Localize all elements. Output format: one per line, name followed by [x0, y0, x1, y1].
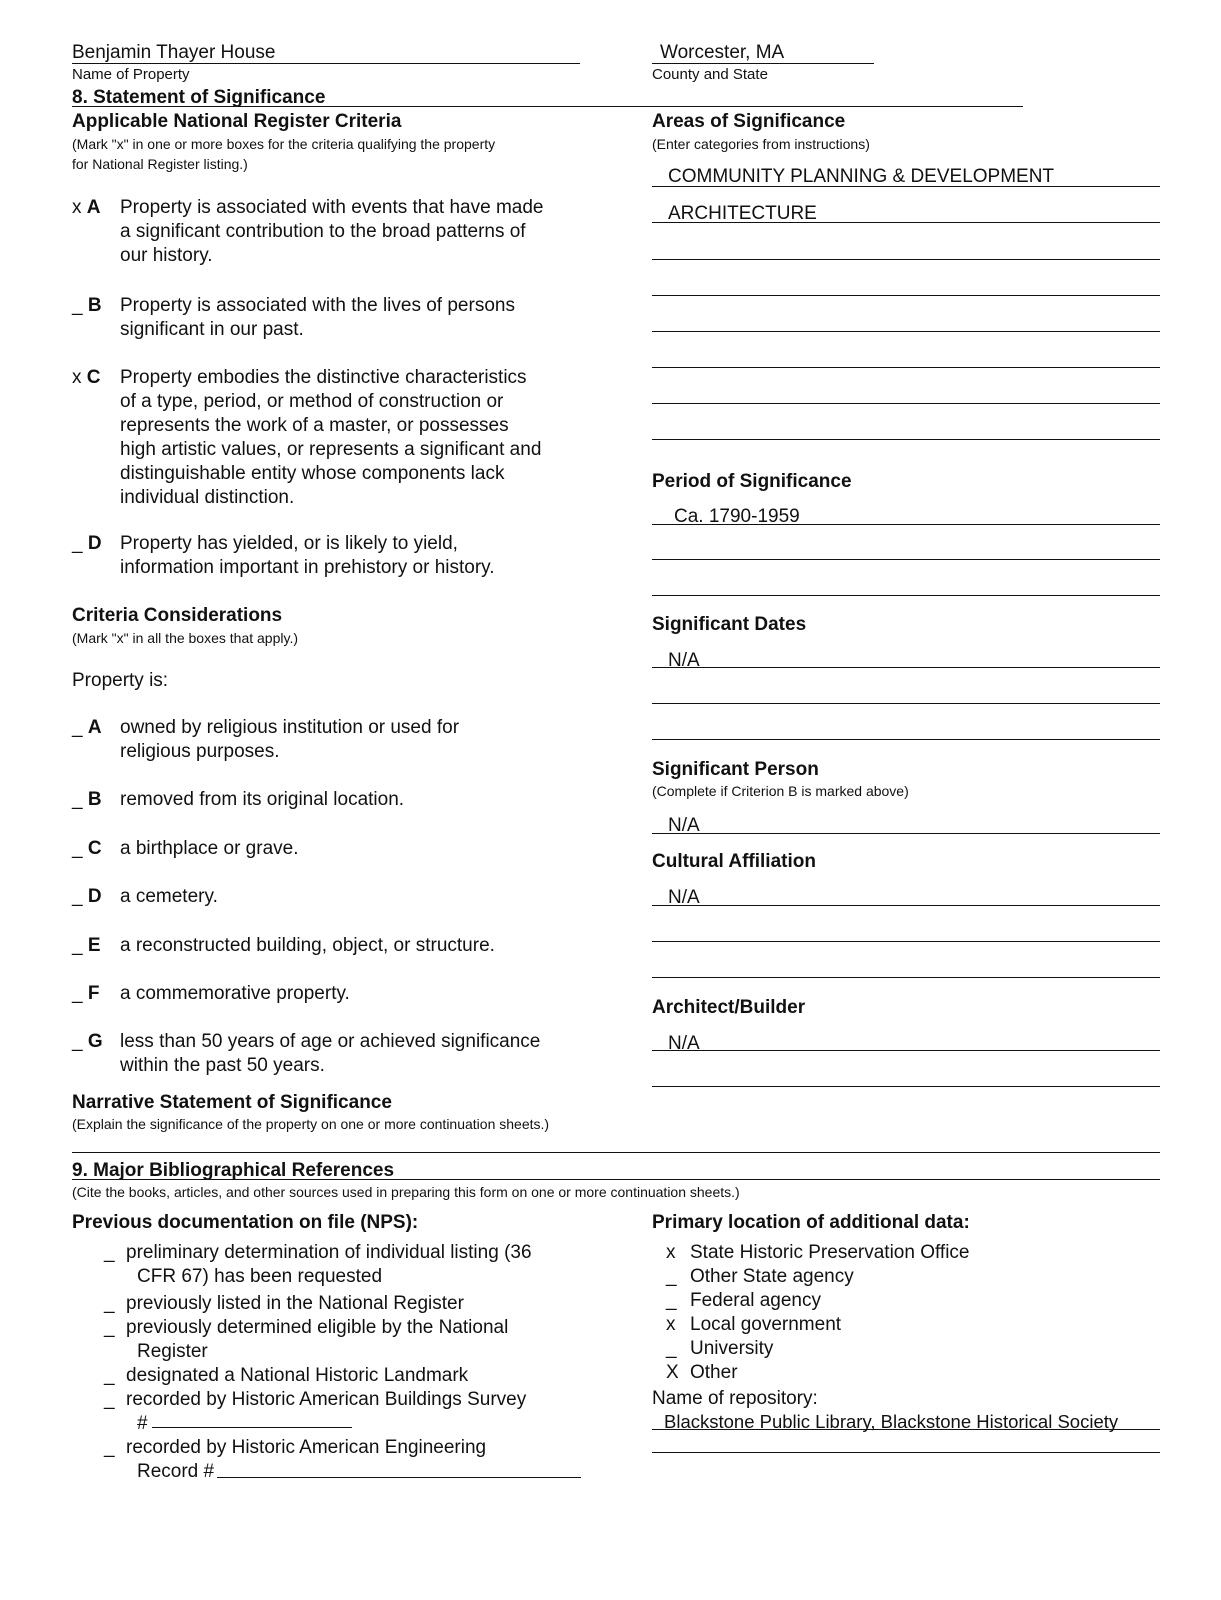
criterion-letter: A — [86, 197, 101, 218]
criterion-text — [120, 196, 544, 268]
checkbox-mark[interactable] — [72, 934, 120, 958]
period-line — [652, 524, 1160, 525]
person-line — [652, 833, 1160, 834]
checkbox-mark[interactable] — [72, 837, 120, 861]
mark-value: _ — [72, 983, 83, 1004]
criterion-text — [120, 366, 541, 510]
criterion-text-line: removed from its original location. — [120, 789, 405, 810]
repository-value: Blackstone Public Library, Blackstone Historical Society — [664, 1411, 1119, 1432]
cultural-line — [652, 941, 1160, 942]
areas-line — [652, 259, 1160, 260]
criterion-text — [120, 934, 495, 958]
item-text-line: Record # — [137, 1460, 215, 1482]
mark-value: _ — [72, 838, 83, 859]
checkbox-mark[interactable]: _ — [666, 1290, 677, 1311]
areas-line — [652, 295, 1160, 296]
period-line — [652, 559, 1160, 560]
mark-value: _ — [72, 1031, 83, 1052]
significant-person-heading: Significant Person — [652, 759, 819, 780]
criterion-letter: B — [87, 789, 102, 810]
criterion-text-line: a significant contribution to the broad patterns of — [120, 221, 526, 242]
criterion-text — [120, 788, 404, 812]
checkbox-mark[interactable] — [72, 982, 120, 1006]
cultural-line — [652, 905, 1160, 906]
repository-line — [652, 1429, 1160, 1430]
criterion-text-line: a commemorative property. — [120, 983, 350, 1004]
item-text-line: # — [137, 1412, 148, 1434]
area-entry-1: COMMUNITY PLANNING & DEVELOPMENT — [668, 166, 1055, 187]
criterion-text — [120, 837, 299, 861]
primary-location-label: Local government — [690, 1314, 842, 1335]
checkbox-mark[interactable] — [72, 885, 120, 909]
criterion-text-line: owned by religious institution or used for — [120, 717, 460, 738]
property-name-label: Name of Property — [72, 66, 190, 83]
criteria-heading: Applicable National Register Criteria — [72, 111, 402, 132]
criterion-text — [120, 294, 515, 342]
criterion-letter: D — [87, 533, 102, 554]
mark-value: _ — [72, 533, 83, 554]
item-text-line: recorded by Historic American Engineering — [126, 1437, 487, 1458]
repository-line — [652, 1452, 1160, 1453]
item-text — [126, 1436, 486, 1483]
checkbox-mark[interactable]: x — [666, 1314, 676, 1335]
county-state-label: County and State — [652, 66, 768, 83]
checkbox-mark[interactable] — [72, 532, 120, 556]
areas-line — [652, 331, 1160, 332]
checkbox-mark[interactable] — [72, 1030, 120, 1054]
areas-line — [652, 186, 1160, 187]
checkbox-mark[interactable]: _ — [104, 1365, 115, 1386]
item-text-line: previously listed in the National Register — [126, 1293, 464, 1314]
primary-location-heading: Primary location of additional data: — [652, 1212, 970, 1233]
mark-value: _ — [72, 935, 83, 956]
architect-line — [652, 1086, 1160, 1087]
criterion-text-line: our history. — [120, 245, 213, 266]
cultural-affiliation-heading: Cultural Affiliation — [652, 851, 816, 872]
criterion-text-line: a birthplace or grave. — [120, 838, 299, 859]
property-is-label: Property is: — [72, 670, 169, 691]
criterion-text-line: Property is associated with events that have made — [120, 197, 544, 218]
significant-dates-value: N/A — [668, 650, 700, 671]
mark-value: _ — [72, 886, 83, 907]
previous-documentation-heading: Previous documentation on file (NPS): — [72, 1212, 419, 1233]
primary-location-label: University — [690, 1338, 774, 1359]
county-state-line — [652, 63, 874, 64]
criterion-letter: E — [87, 935, 101, 956]
checkbox-mark[interactable]: _ — [104, 1242, 115, 1263]
primary-location-label: Other — [690, 1362, 738, 1383]
primary-location-label: Other State agency — [690, 1266, 854, 1287]
criteria-note: (Mark "x" in one or more boxes for the criteria qualifying the property for National Register listing.) — [72, 136, 496, 172]
criterion-text — [120, 716, 459, 764]
areas-line — [652, 367, 1160, 368]
checkbox-mark[interactable]: _ — [104, 1293, 115, 1314]
checkbox-mark[interactable]: _ — [666, 1266, 677, 1287]
criterion-text — [120, 885, 218, 909]
checkbox-mark[interactable] — [72, 196, 120, 220]
item-text-line: recorded by Historic American Buildings Survey — [126, 1389, 527, 1410]
criterion-letter: C — [86, 367, 101, 388]
checkbox-mark[interactable]: _ — [104, 1389, 115, 1410]
checkbox-mark[interactable] — [72, 366, 120, 390]
mark-value: _ — [72, 717, 83, 738]
mark-value: x — [72, 367, 82, 388]
checkbox-mark[interactable]: _ — [104, 1437, 115, 1458]
criterion-letter: F — [87, 983, 100, 1004]
criterion-text-line: represents the work of a master, or possesses — [120, 415, 509, 436]
item-text — [126, 1292, 464, 1316]
criteria-considerations-heading: Criteria Considerations — [72, 605, 283, 626]
dates-line — [652, 667, 1160, 668]
criteria-considerations-note: (Mark "x" in all the boxes that apply.) — [72, 630, 298, 646]
areas-note: (Enter categories from instructions) — [652, 136, 870, 152]
significant-dates-heading: Significant Dates — [652, 614, 807, 635]
criterion-text-line: a cemetery. — [120, 886, 218, 907]
item-text — [126, 1241, 532, 1288]
criterion-text — [120, 1030, 540, 1078]
cultural-line — [652, 977, 1160, 978]
primary-location-label: State Historic Preservation Office — [690, 1242, 970, 1263]
criterion-text-line: Property has yielded, or is likely to yield, — [120, 533, 458, 554]
criterion-text-line: high artistic values, or represents a significant and — [120, 439, 542, 460]
narrative-note: (Explain the significance of the property on one or more continuation sheets.) — [72, 1116, 550, 1132]
mark-value: _ — [72, 295, 83, 316]
primary-location-label: Federal agency — [690, 1290, 821, 1311]
narrative-heading: Narrative Statement of Significance — [72, 1092, 392, 1113]
areas-line — [652, 439, 1160, 440]
item-text-line: Register — [137, 1340, 208, 1362]
section-9-top-rule — [72, 1152, 1160, 1153]
criterion-text-line: religious purposes. — [120, 741, 280, 762]
areas-line — [652, 403, 1160, 404]
criterion-text-line: distinguishable entity whose components lack — [120, 463, 505, 484]
checkbox-mark[interactable]: X — [666, 1362, 679, 1383]
criterion-text-line: Property is associated with the lives of persons — [120, 295, 515, 316]
item-text — [126, 1364, 468, 1388]
property-name-value: Benjamin Thayer House — [72, 42, 276, 63]
cultural-affiliation-value: N/A — [668, 887, 700, 908]
criterion-letter: B — [87, 295, 102, 316]
architect-builder-heading: Architect/Builder — [652, 997, 806, 1018]
habs-number-line — [152, 1427, 352, 1428]
section-9-rule — [72, 1179, 1160, 1180]
dates-line — [652, 703, 1160, 704]
checkbox-mark[interactable] — [72, 294, 120, 318]
criterion-text-line: a reconstructed building, object, or structure. — [120, 935, 495, 956]
period-heading: Period of Significance — [652, 471, 852, 492]
criterion-letter: D — [87, 886, 102, 907]
checkbox-mark[interactable]: _ — [666, 1338, 677, 1359]
period-value: Ca. 1790-1959 — [674, 506, 800, 527]
checkbox-mark[interactable] — [72, 716, 120, 740]
period-line — [652, 595, 1160, 596]
criterion-text-line: of a type, period, or method of construction or — [120, 391, 504, 412]
item-text-line: CFR 67) has been requested — [137, 1265, 383, 1287]
criterion-letter: C — [87, 838, 102, 859]
section-9-note: (Cite the books, articles, and other sources used in preparing this form on one or more continuation sheets.) — [72, 1184, 740, 1200]
checkbox-mark[interactable]: _ — [104, 1317, 115, 1338]
criterion-letter: G — [87, 1031, 103, 1052]
criterion-text — [120, 532, 495, 580]
haer-record-line — [217, 1477, 581, 1478]
dates-line — [652, 739, 1160, 740]
significant-person-value: N/A — [668, 815, 700, 836]
architect-builder-value: N/A — [668, 1033, 700, 1054]
criterion-text-line: information important in prehistory or history. — [120, 557, 495, 578]
architect-line — [652, 1050, 1160, 1051]
significant-person-note: (Complete if Criterion B is marked above) — [652, 783, 909, 799]
criterion-text-line: within the past 50 years. — [120, 1055, 325, 1076]
mark-value: x — [72, 197, 82, 218]
area-entry-2: ARCHITECTURE — [668, 203, 817, 224]
item-text-line: previously determined eligible by the National — [126, 1317, 509, 1338]
item-text — [126, 1316, 508, 1363]
criterion-text-line: Property embodies the distinctive characteristics — [120, 367, 527, 388]
mark-value: _ — [72, 789, 83, 810]
criterion-text-line: significant in our past. — [120, 319, 304, 340]
checkbox-mark[interactable] — [72, 788, 120, 812]
section-9-title: 9. Major Bibliographical References — [72, 1160, 395, 1181]
checkbox-mark[interactable]: x — [666, 1242, 676, 1263]
property-name-line — [72, 63, 580, 64]
areas-line — [652, 222, 1160, 223]
criterion-text — [120, 982, 350, 1006]
section-8-rule — [72, 106, 1023, 107]
repository-label: Name of repository: — [652, 1388, 818, 1409]
criterion-text-line: individual distinction. — [120, 487, 295, 508]
criterion-text-line: less than 50 years of age or achieved significance — [120, 1031, 541, 1052]
section-8-title: 8. Statement of Significance — [72, 87, 326, 108]
criterion-letter: A — [87, 717, 102, 738]
county-state-value: Worcester, MA — [660, 42, 785, 63]
item-text-line: preliminary determination of individual listing (36 — [126, 1242, 532, 1263]
item-text-line: designated a National Historic Landmark — [126, 1365, 469, 1386]
areas-heading: Areas of Significance — [652, 111, 846, 132]
